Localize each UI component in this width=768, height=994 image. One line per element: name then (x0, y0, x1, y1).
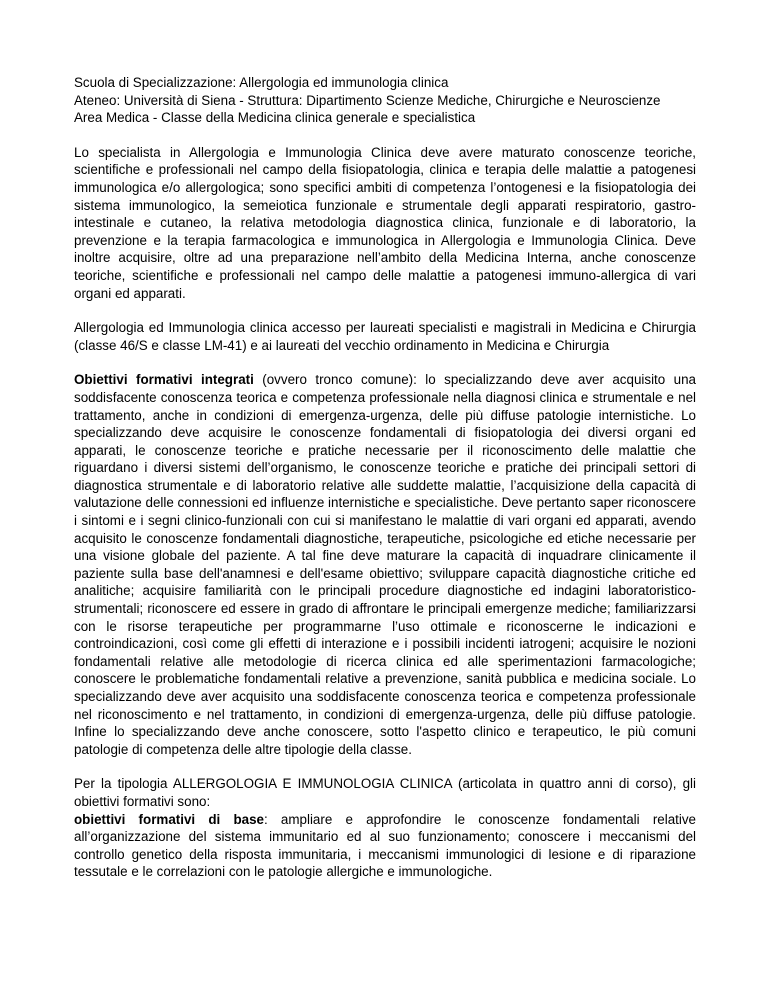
integrated-objectives-heading: Obiettivi formativi integrati (74, 372, 254, 388)
university-line: Ateneo: Università di Siena - Struttura: Dipartimento Scienze Mediche, Chirurgiche e Neuroscienze (74, 92, 661, 108)
base-objectives-heading: obiettivi formativi di base (74, 811, 264, 827)
area-line: Area Medica - Classe della Medicina clinica generale e specialistica (74, 110, 476, 126)
base-objectives-text: : ampliare e approfondire le conoscenze fondamentali relative all’organizzazione del sistema immunitario ed al suo funzionamento; conoscere i meccanismi del controllo genetico della risposta immunitaria, i meccanismi immunologici di lesione e di riparazione tessutale e le correlazioni con le patologie allergiche e immunologiche. (74, 811, 697, 880)
base-objectives-paragraph (74, 775, 696, 881)
school-title: Scuola di Specializzazione: Allergologia ed immunologia clinica (74, 75, 449, 90)
integrated-objectives-text: (ovvero tronco comune): lo specializzando deve aver acquisito una soddisfacente conoscenza teorica e competenza professionale nella diagnosi clinica e strumentale e nel trattamento, anche in condizioni di emergenza-urgenza, delle più diffuse patologie internistiche. Lo specializzando deve acquisire le conoscenze fondamentali di fisiopatologia dei diversi organi ed apparati, le conoscenze teoriche e pratiche necessarie per il riconoscimento delle malattie che riguardano i diversi sistemi dell’organismo, le conoscenze teoriche e pratiche dei principali settori di diagnostica strumentale e di laboratorio relative alle suddette malattie, l’acquisizione della capacità di valutazione delle connessioni ed influenze internistiche e specialistiche. Deve pertanto saper riconoscere i sintomi e i segni clinico-funzionali con cui si manifestano le malattie di vari organi ed apparati, avendo acquisito le conoscenze fondamentali diagnostiche, terapeutiche, psicologiche ed etiche necessarie per una visione globale del paziente. A tal fine deve maturare la capacità di inquadrare clinicamente il paziente sulla base dell'anamnesi e dell'esame obiettivo; sviluppare capacità diagnostiche critiche ed analitiche; acquisire familiarità con le principali procedure diagnostiche ed indagini laboratoristico-strumentali; riconoscere ed essere in grado di affrontare le principali emergenze mediche; familiarizzarsi con le risorse terapeutiche per programmarne l’uso ottimale e riconoscerne le indicazioni e controindicazioni, così come gli effetti di interazione e i possibili incidenti iatrogeni; acquisire le nozioni fondamentali relative alle metodologie di ricerca clinica ed alle sperimentazioni farmacologiche; conoscere le problematiche fondamentali relative a prevenzione, sanità pubblica e medicina sociale. Lo specializzando deve aver acquisito una soddisfacente conoscenza teorica e competenza professionale nel riconoscimento e nel trattamento, in condizioni di emergenza-urgenza, delle più diffuse patologie. Infine lo specializzando deve anche conoscere, sotto l'aspetto clinico e terapeutico, le più comuni patologie di competenza delle altre tipologie della classe. (74, 372, 696, 757)
access-requirements-paragraph: Allergologia ed Immunologia clinica accesso per laureati specialisti e magistrali in Medicina e Chirurgia (classe 46/S e classe LM-41) e ai laureati del vecchio ordinamento in Medicina e Chirurgia (74, 320, 696, 353)
document-page (74, 74, 696, 898)
integrated-objectives-paragraph (74, 371, 696, 758)
document-header (74, 74, 696, 127)
typology-intro-text: Per la tipologia ALLERGOLOGIA E IMMUNOLOGIA CLINICA (articolata in quattro anni di corso), gli obiettivi formativi sono: (74, 776, 696, 809)
specialist-description-paragraph: Lo specialista in Allergologia e Immunologia Clinica deve avere maturato conoscenze teoriche, scientifiche e professionali nel campo della fisiopatologia, clinica e terapia delle malattie a patogenesi immunologica e/o allergologica; sono specifici ambiti di competenza l’ontogenesi e la fisiopatologia dei sistema immunologico, la semeiotica funzionale e strumentale degli apparati respiratorio, gastro-intestinale e cutaneo, la relativa metodologia diagnostica clinica, funzionale e di laboratorio, la prevenzione e la terapia farmacologica e immunologica in Allergologia e Immunologia Clinica. Deve inoltre acquisire, oltre ad una preparazione nell’ambito della Medicina Interna, anche conoscenze teoriche, scientifiche e professionali nel campo delle malattie a patogenesi immuno-allergica di vari organi ed apparati. (74, 144, 696, 301)
